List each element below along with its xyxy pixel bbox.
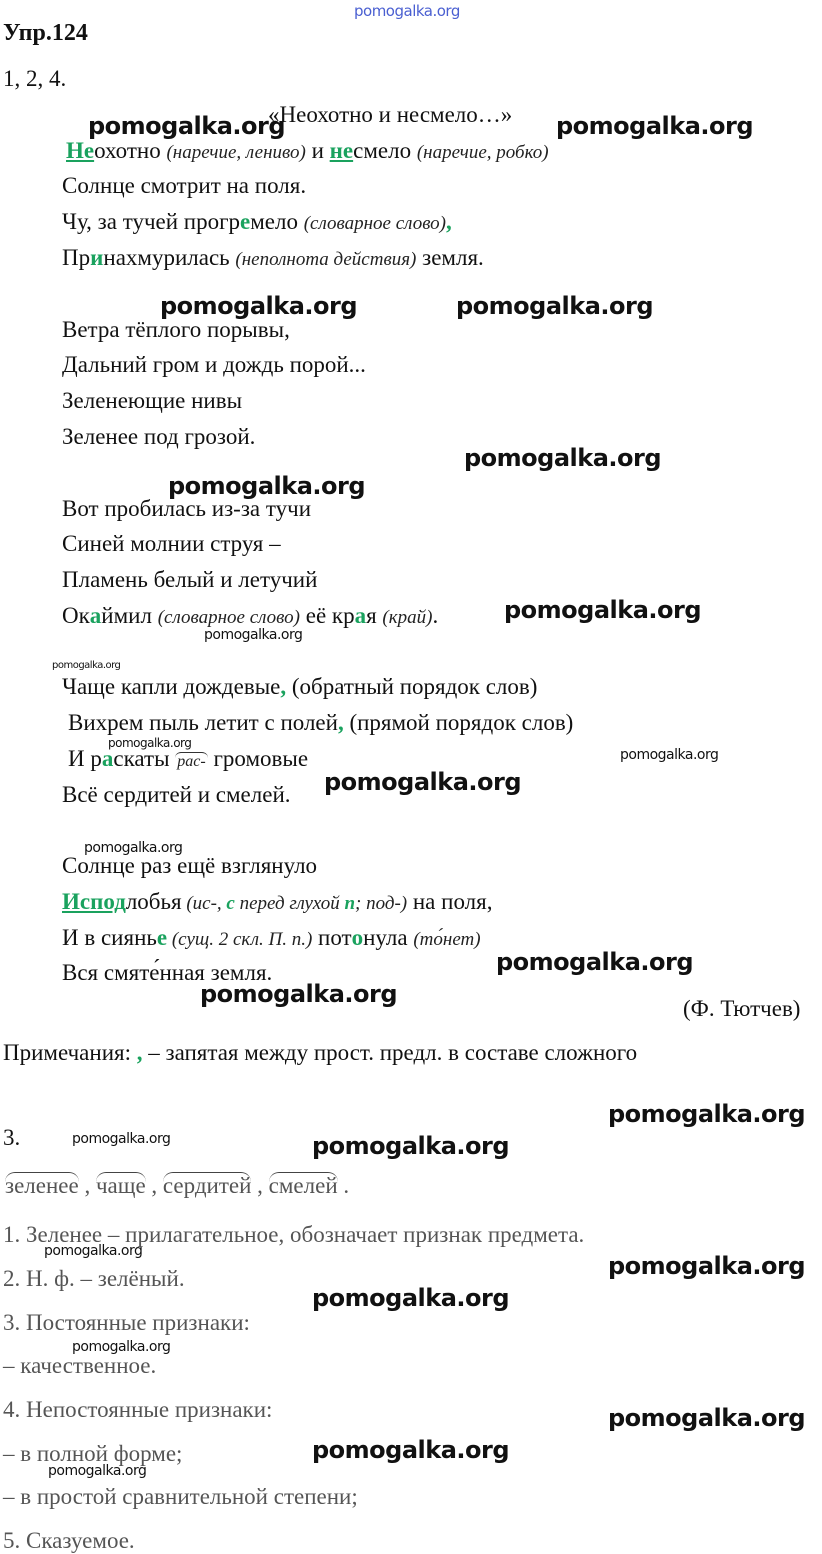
analysis-line: 4. Непостоянные признаки: xyxy=(3,1397,273,1422)
prefix-mark: рас- xyxy=(177,753,206,770)
top-watermark: pomogalka.org xyxy=(354,2,460,20)
watermark: pomogalka.org xyxy=(168,472,366,500)
notes: Примечания: , – запятая между прост. предл. в составе сложного xyxy=(3,1040,638,1065)
watermark: pomogalka.org xyxy=(464,444,662,472)
word: чаще xyxy=(95,1173,146,1198)
poem-line: Исподлобья (ис-, с перед глухой п; под-) на поля, xyxy=(62,889,493,914)
watermark: pomogalka.org xyxy=(84,840,183,856)
watermark: pomogalka.org xyxy=(556,112,754,140)
word: смелей xyxy=(268,1173,338,1198)
poem-line: Вся смяте́нная земля. xyxy=(62,960,273,985)
watermark: pomogalka.org xyxy=(72,1339,171,1355)
poem-line: Солнце раз ещё взглянуло xyxy=(62,853,318,878)
analysis-line: – в простой сравнительной степени; xyxy=(3,1484,358,1509)
watermark: pomogalka.org xyxy=(608,1404,806,1432)
analysis-line: 5. Сказуемое. xyxy=(3,1528,135,1553)
exercise-title: Упр.124 xyxy=(3,20,88,46)
poem-line: Ветра тёплого порывы, xyxy=(62,317,290,342)
poem-line: И раскаты рас- громовые xyxy=(68,746,309,771)
analysis-line: – качественное. xyxy=(3,1353,157,1378)
watermark: pomogalka.org xyxy=(108,736,192,750)
watermark: pomogalka.org xyxy=(504,596,702,624)
watermark: pomogalka.org xyxy=(44,1243,143,1259)
poem-line: Зеленее под грозой. xyxy=(62,424,256,449)
analysis-line: 1. Зеленее – прилагательное, обозначает признак предмета. xyxy=(3,1222,585,1247)
poem-line: Чаще капли дождевые, (обратный порядок слов) xyxy=(62,674,538,699)
watermark: pomogalka.org xyxy=(312,1132,510,1160)
analysis-line: 3. Постоянные признаки: xyxy=(3,1310,250,1335)
poem-line: Солнце смотрит на поля. xyxy=(62,173,307,198)
watermark: pomogalka.org xyxy=(48,1463,147,1479)
poem-line: Вихрем пыль летит с полей, (прямой порядок слов) xyxy=(68,710,574,735)
watermark: pomogalka.org xyxy=(608,1100,806,1128)
poem-line: Дальний гром и дождь порой... xyxy=(62,352,366,377)
poem-line: Окаймил (словарное слово) её края (край). xyxy=(62,603,439,628)
watermark: pomogalka.org xyxy=(160,292,358,320)
poem-line: Принахмурилась (неполнота действия) земля. xyxy=(62,245,484,270)
morpheme-words: зеленее , чаще , сердитей , смелей . xyxy=(5,1173,350,1198)
watermark: pomogalka.org xyxy=(52,660,121,671)
watermark: pomogalka.org xyxy=(456,292,654,320)
watermark: pomogalka.org xyxy=(72,1131,171,1147)
watermark: pomogalka.org xyxy=(620,747,719,763)
poem-title: «Неохотно и несмело…» xyxy=(268,102,513,127)
watermark: pomogalka.org xyxy=(312,1436,510,1464)
watermark: pomogalka.org xyxy=(204,627,303,643)
poem-line: Всё сердитей и смелей. xyxy=(62,782,291,807)
poem-line: И в сиянье (сущ. 2 скл. П. п.) потонула (то́нет) xyxy=(62,925,481,950)
analysis-line: 2. Н. ф. – зелёный. xyxy=(3,1266,185,1291)
poem-line: Чу, за тучей прогремело (словарное слово), xyxy=(62,209,452,234)
watermark: pomogalka.org xyxy=(312,1284,510,1312)
word: зеленее xyxy=(5,1173,79,1198)
poem-line: Пламень белый и летучий xyxy=(62,567,318,592)
task3-number: 3. xyxy=(3,1125,21,1150)
watermark: pomogalka.org xyxy=(88,112,286,140)
analysis-line: – в полной форме; xyxy=(3,1441,183,1466)
watermark: pomogalka.org xyxy=(200,980,398,1008)
poem-line: Неохотно (наречие, лениво) и несмело (наречие, робко) xyxy=(66,138,549,163)
poem-line: Вот пробилась из-за тучи xyxy=(62,496,312,521)
task-numbers: 1, 2, 4. xyxy=(3,66,67,91)
watermark: pomogalka.org xyxy=(608,1252,806,1280)
poem-author: (Ф. Тютчев) xyxy=(683,996,801,1021)
word: сердитей xyxy=(162,1173,252,1198)
watermark: pomogalka.org xyxy=(496,948,694,976)
poem-line: Зеленеющие нивы xyxy=(62,388,243,413)
watermark: pomogalka.org xyxy=(324,768,522,796)
poem-line: Синей молнии струя – xyxy=(62,531,281,556)
